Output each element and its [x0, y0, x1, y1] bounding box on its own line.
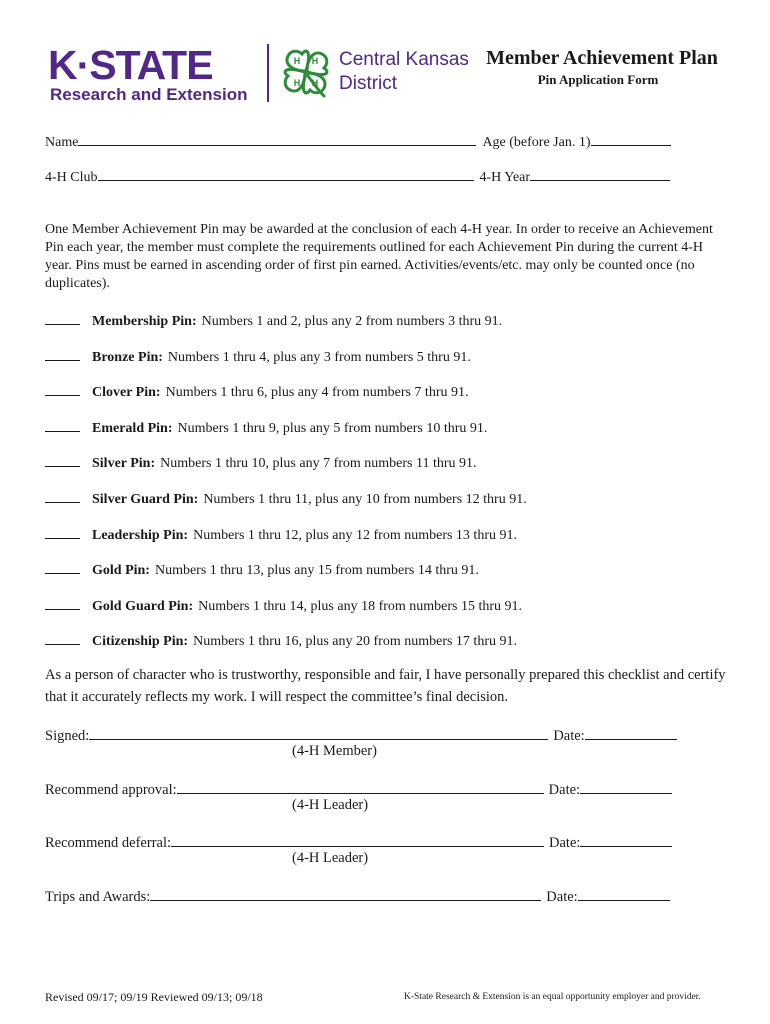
pin-check-blank[interactable] — [45, 488, 80, 503]
year-field[interactable] — [530, 166, 670, 181]
pin-requirement: Numbers 1 thru 14, plus any 18 from numbers 15 thru 91. — [198, 599, 523, 614]
pin-check-blank[interactable] — [45, 310, 80, 325]
age-label: Age (before Jan. 1) — [482, 135, 591, 150]
pin-name: Citizenship Pin: — [92, 634, 189, 649]
signature-line[interactable] — [171, 832, 544, 847]
pin-name: Silver Pin: — [92, 456, 156, 471]
club-label: 4-H Club — [45, 170, 98, 185]
signature-label: Signed: — [45, 728, 90, 744]
pin-row — [45, 595, 522, 615]
pin-name: Emerald Pin: — [92, 421, 173, 436]
page-subtitle: Pin Application Form — [537, 72, 659, 87]
date-field[interactable] — [585, 725, 677, 740]
certification-statement: As a person of character who is trustworthy, responsible and fair, I have personally prepared this checklist and certify that it accurately reflects my work. I will respect the committee’s final decision. — [45, 667, 726, 705]
pin-row — [45, 346, 471, 366]
date-label: Date: — [546, 889, 578, 905]
header-divider — [267, 44, 269, 102]
kstate-logo — [48, 44, 253, 104]
district-line-1: Central Kansas — [339, 49, 469, 70]
signature-row — [45, 832, 672, 852]
district-name — [339, 48, 479, 96]
signature-line[interactable] — [89, 725, 548, 740]
pin-row — [45, 559, 479, 579]
year-label: 4-H Year — [479, 170, 531, 185]
signature-row — [45, 886, 670, 906]
clover-letter: H — [311, 56, 319, 66]
pin-row — [45, 310, 502, 330]
name-field[interactable] — [78, 131, 476, 146]
pin-requirement: Numbers 1 thru 4, plus any 3 from numbers 5 thru 91. — [167, 350, 471, 365]
clover-letter: H — [311, 78, 319, 88]
pin-requirement: Numbers 1 thru 9, plus any 5 from numbers 10 thru 91. — [177, 421, 488, 436]
pin-requirement: Numbers 1 thru 11, plus any 10 from numbers 12 thru 91. — [203, 492, 527, 507]
pin-check-blank[interactable] — [45, 524, 80, 539]
signature-line[interactable] — [177, 779, 544, 794]
pin-row — [45, 524, 517, 544]
club-year-row — [45, 166, 670, 186]
pin-check-blank[interactable] — [45, 381, 80, 396]
kstate-subtitle: Research and Extension — [50, 85, 248, 104]
pin-name: Membership Pin: — [92, 314, 197, 329]
district-line-2: District — [339, 73, 398, 94]
date-field[interactable] — [580, 832, 672, 847]
date-label: Date: — [548, 782, 581, 798]
pin-name: Gold Guard Pin: — [92, 599, 194, 614]
pin-check-blank[interactable] — [45, 417, 80, 432]
signature-role: (4-H Leader) — [292, 797, 369, 813]
four-h-clover-icon — [278, 44, 334, 100]
name-label: Name — [45, 135, 79, 150]
signature-role: (4-H Leader) — [292, 850, 369, 866]
pin-row — [45, 452, 477, 472]
date-field[interactable] — [580, 779, 672, 794]
pin-check-blank[interactable] — [45, 452, 80, 467]
revision-note: Revised 09/17; 09/19 Reviewed 09/13; 09/18 — [45, 990, 263, 1004]
signature-label: Recommend approval: — [45, 782, 177, 798]
pin-check-blank[interactable] — [45, 595, 80, 610]
pin-requirement: Numbers 1 thru 10, plus any 7 from numbers 11 thru 91. — [160, 456, 477, 471]
pin-requirement: Numbers 1 thru 12, plus any 12 from numbers 13 thru 91. — [193, 528, 517, 543]
pin-row — [45, 417, 487, 437]
club-field[interactable] — [98, 166, 474, 181]
equal-opportunity-note: K-State Research & Extension is an equal opportunity employer and provider. — [404, 992, 701, 1002]
clover-letter: H — [293, 78, 301, 88]
pin-row — [45, 630, 517, 650]
signature-label: Trips and Awards: — [45, 889, 151, 905]
signature-role: (4-H Member) — [292, 743, 377, 759]
date-field[interactable] — [578, 886, 670, 901]
pin-check-blank[interactable] — [45, 630, 80, 645]
pin-requirement: Numbers 1 and 2, plus any 2 from numbers 3 thru 91. — [201, 314, 503, 329]
date-label: Date: — [553, 728, 585, 744]
pin-requirement: Numbers 1 thru 6, plus any 4 from numbers 7 thru 91. — [165, 385, 469, 400]
signature-label: Recommend deferral: — [45, 835, 172, 851]
signature-line[interactable] — [150, 886, 541, 901]
pin-row — [45, 381, 469, 401]
pin-check-blank[interactable] — [45, 559, 80, 574]
pin-requirement: Numbers 1 thru 13, plus any 15 from numbers 14 thru 91. — [154, 563, 479, 578]
pin-name: Bronze Pin: — [92, 350, 163, 365]
intro-paragraph: One Member Achievement Pin may be awarded at the conclusion of each 4-H year. In order to receive an Achievement Pin each year, the member must complete the requirements outlined for each Achievement Pin during the current 4-H year. Pins must be earned in ascending order of first pin earned. Activities/events/etc. may only be counted once (no duplicates). — [45, 222, 713, 291]
pin-name: Silver Guard Pin: — [92, 492, 199, 507]
clover-letter: H — [293, 56, 301, 66]
age-field[interactable] — [591, 131, 671, 146]
signature-row — [45, 779, 672, 799]
page-title: Member Achievement Plan — [486, 47, 718, 69]
pin-name: Clover Pin: — [92, 385, 161, 400]
kstate-wordmark: K·STATE — [48, 42, 213, 88]
signature-row — [45, 725, 677, 745]
pin-requirement: Numbers 1 thru 16, plus any 20 from numbers 17 thru 91. — [193, 634, 517, 649]
name-age-row — [45, 131, 671, 151]
pin-name: Gold Pin: — [92, 563, 150, 578]
pin-check-blank[interactable] — [45, 346, 80, 361]
date-label: Date: — [549, 835, 581, 851]
pin-name: Leadership Pin: — [92, 528, 189, 543]
pin-row — [45, 488, 527, 508]
